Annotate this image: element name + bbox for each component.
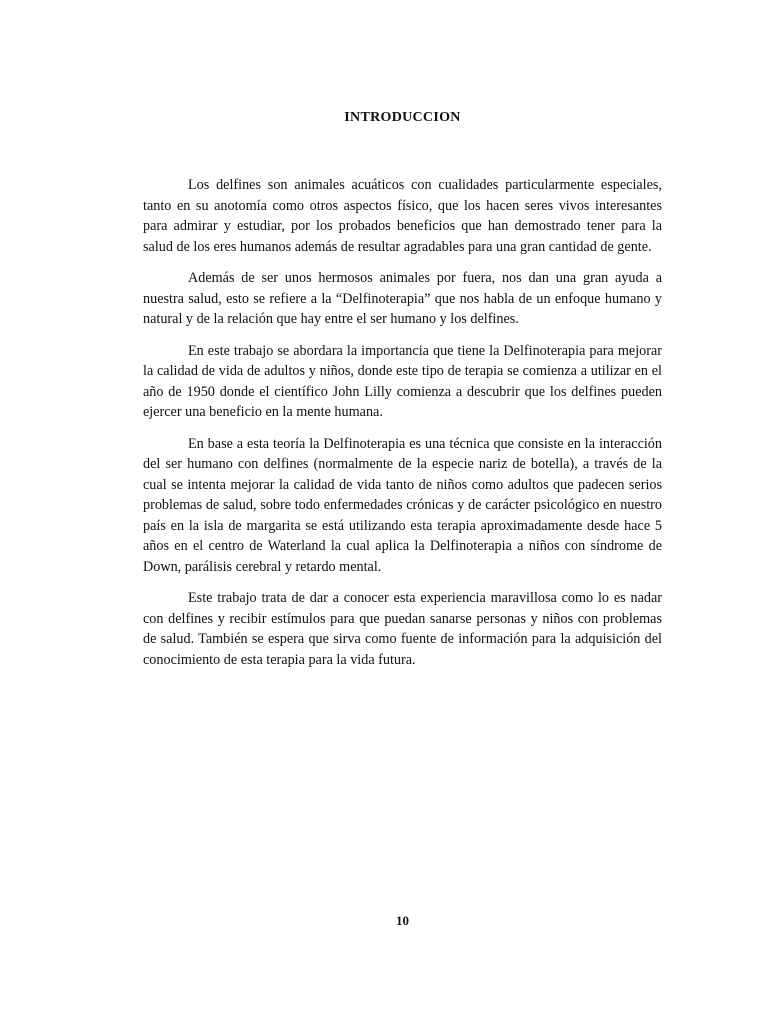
paragraph-3: En este trabajo se abordara la importancia que tiene la Delfinoterapia para mejorar la calidad de vida de adultos y niños, donde este tipo de terapia se comienza a utilizar en el año de 1950 donde el científico John Lilly comienza a descubrir que los delfines pueden ejercer una beneficio en la mente humana.	[143, 342, 662, 420]
document-body	[143, 175, 662, 681]
document-title: INTRODUCCION	[344, 110, 461, 125]
page-number: 10	[396, 913, 409, 928]
paragraph-5: Este trabajo trata de dar a conocer esta experiencia maravillosa como lo es nadar con delfines y recibir estímulos para que puedan sanarse personas y niños con problemas de salud. También se espera que sirva como fuente de información para la adquisición del conocimiento de esta terapia para la vida futura.	[143, 590, 662, 668]
paragraph-4: En base a esta teoría la Delfinoterapia es una técnica que consiste en la interacción del ser humano con delfines (normalmente de la especie nariz de botella), a través de la cual se intenta mejorar la calidad de vida tanto de niños como adultos que padecen serios problemas de salud, sobre todo enfermedades crónicas y de carácter psicológico en nuestro país en la isla de margarita se está utilizando esta terapia aproximadamente desde hace 5 años en el centro de Waterland la cual aplica la Delfinoterapia a niños con síndrome de Down, parálisis cerebral y retardo mental.	[143, 435, 662, 575]
paragraph-1: Los delfines son animales acuáticos con cualidades particularmente especiales, tanto en su anotomía como otros aspectos físico, que los hacen seres vivos interesantes para admirar y estudiar, por los probados beneficios que han demostrado tener para la salud de los eres humanos además de resultar agradables para una gran cantidad de gente.	[143, 177, 662, 255]
paragraph-2: Además de ser unos hermosos animales por fuera, nos dan una gran ayuda a nuestra salud, esto se refiere a la “Delfinoterapia” que nos habla de un enfoque humano y natural y de la relación que hay entre el ser humano y los delfines.	[143, 270, 662, 327]
